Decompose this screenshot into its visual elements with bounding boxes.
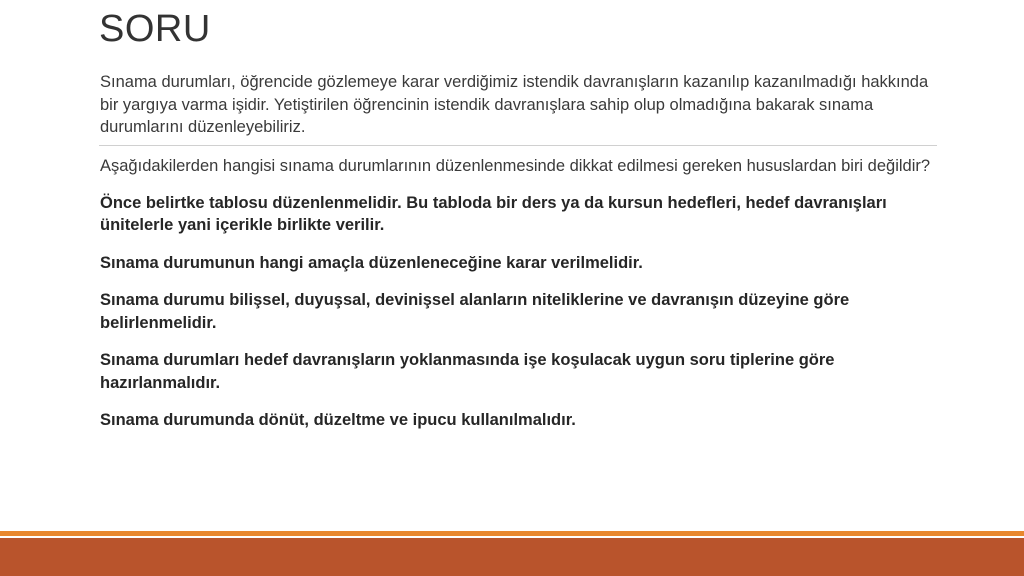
option-item: Sınama durumunda dönüt, düzeltme ve ipucu kullanılmalıdır. [100, 411, 576, 429]
intro-paragraph: Sınama durumları, öğrencide gözlemeye karar verdiğimiz istendik davranışların kazanılıp kazanılmadığı hakkında bir yargıya varma işidir. Yetiştirilen öğrencinin istendik davranışlara sahip olup olmadığına bakarak sınama durumlarını düzenleyebiliriz. [100, 73, 929, 136]
option-item: Sınama durumları hedef davranışların yoklanmasında işe koşulacak uygun soru tiplerine göre hazırlanmalıdır. [100, 351, 835, 392]
option-item: Önce belirtke tablosu düzenlenmelidir. Bu tabloda bir ders ya da kursun hedefleri, hedef davranışları ünitelerle yani içerikle birlikte verilir. [100, 193, 887, 234]
option-item: Sınama durumu bilişsel, duyuşsal, devinişsel alanların niteliklerine ve davranışın düzeyine göre belirlenmelidir. [100, 291, 850, 332]
question-text: Aşağıdakilerden hangisi sınama durumlarının düzenlenmesinde dikkat edilmesi gereken hususlardan biri değildir? [100, 157, 931, 175]
slide-title: SORU [99, 8, 211, 50]
footer-bar [0, 538, 1024, 576]
divider [99, 145, 937, 146]
option-item: Sınama durumunun hangi amaçla düzenleneceğine karar verilmelidir. [100, 253, 643, 272]
question-block [100, 155, 945, 447]
footer-accent-bar [0, 531, 1024, 536]
